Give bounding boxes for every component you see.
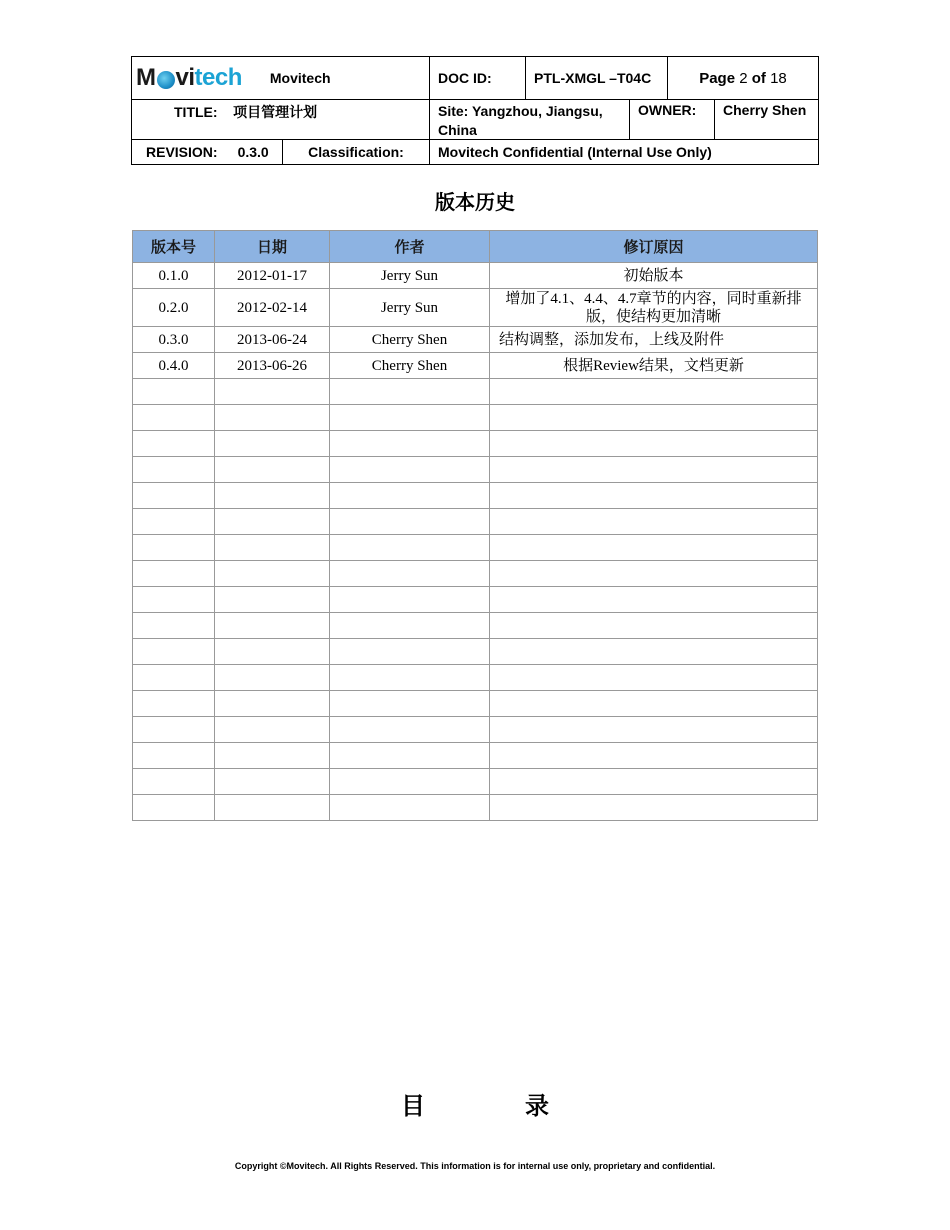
empty-cell	[133, 665, 215, 691]
empty-table-row	[133, 639, 818, 665]
header-row-2	[132, 100, 818, 140]
cell-author: Jerry Sun	[330, 289, 490, 327]
cell-author: Jerry Sun	[330, 263, 490, 289]
site-cell: Site: Yangzhou, Jiangsu, China	[430, 100, 630, 139]
empty-table-row	[133, 665, 818, 691]
owner-label: OWNER:	[630, 100, 715, 139]
empty-cell	[490, 457, 818, 483]
logo-letters-vi: vi	[175, 64, 195, 91]
empty-cell	[133, 691, 215, 717]
header-row-1	[132, 57, 818, 100]
page-total: 18	[770, 69, 787, 87]
version-history-table	[132, 230, 818, 821]
empty-cell	[490, 561, 818, 587]
empty-table-row	[133, 691, 818, 717]
empty-cell	[490, 691, 818, 717]
empty-cell	[490, 483, 818, 509]
empty-cell	[330, 509, 490, 535]
empty-cell	[215, 509, 330, 535]
empty-cell	[330, 431, 490, 457]
movitech-logo	[132, 64, 242, 92]
cell-reason: 初始版本	[490, 263, 818, 289]
column-header-author: 作者	[330, 231, 490, 263]
title-label: TITLE:	[174, 104, 218, 120]
empty-cell	[330, 483, 490, 509]
empty-cell	[133, 587, 215, 613]
empty-cell	[215, 431, 330, 457]
classification-value: Movitech Confidential (Internal Use Only)	[438, 144, 712, 160]
empty-cell	[215, 769, 330, 795]
empty-cell	[330, 405, 490, 431]
page-of-label: of	[751, 69, 766, 87]
empty-table-row	[133, 717, 818, 743]
toc-title-char-1: 目	[401, 1092, 425, 1120]
empty-cell	[133, 483, 215, 509]
copyright-footer: Copyright ©Movitech. All Rights Reserved. This information is for internal use only, proprietary and confidential.	[234, 1161, 716, 1171]
revision-label: REVISION:	[146, 144, 218, 160]
empty-cell	[215, 379, 330, 405]
empty-cell	[133, 795, 215, 821]
empty-cell	[215, 795, 330, 821]
column-header-date: 日期	[215, 231, 330, 263]
logo-letters-tech: tech	[194, 64, 242, 91]
empty-cell	[330, 379, 490, 405]
empty-cell	[490, 769, 818, 795]
empty-cell	[330, 535, 490, 561]
empty-cell	[215, 743, 330, 769]
empty-cell	[133, 431, 215, 457]
empty-cell	[215, 691, 330, 717]
table-header-row	[133, 231, 818, 263]
table-row	[133, 353, 818, 379]
empty-table-row	[133, 587, 818, 613]
empty-cell	[133, 561, 215, 587]
document-header	[131, 56, 819, 165]
doc-id-label: DOC ID:	[430, 57, 526, 99]
empty-cell	[490, 743, 818, 769]
empty-cell	[330, 691, 490, 717]
empty-cell	[330, 613, 490, 639]
cell-date: 2012-02-14	[215, 289, 330, 327]
logo-cell	[132, 57, 430, 99]
empty-cell	[330, 743, 490, 769]
empty-table-row	[133, 743, 818, 769]
empty-cell	[330, 587, 490, 613]
empty-cell	[490, 587, 818, 613]
version-history-title: 版本历史	[435, 190, 515, 214]
empty-cell	[330, 795, 490, 821]
empty-table-row	[133, 613, 818, 639]
empty-table-row	[133, 509, 818, 535]
empty-cell	[330, 639, 490, 665]
column-header-reason: 修订原因	[490, 231, 818, 263]
empty-cell	[490, 717, 818, 743]
empty-cell	[215, 483, 330, 509]
empty-table-row	[133, 561, 818, 587]
company-name: Movitech	[269, 70, 331, 86]
table-row	[133, 289, 818, 327]
empty-cell	[133, 769, 215, 795]
column-header-version: 版本号	[133, 231, 215, 263]
page-current: 2	[739, 69, 748, 87]
empty-cell	[490, 795, 818, 821]
empty-table-row	[133, 535, 818, 561]
empty-cell	[490, 509, 818, 535]
empty-cell	[490, 379, 818, 405]
empty-cell	[215, 457, 330, 483]
cell-date: 2013-06-26	[215, 353, 330, 379]
title-cell	[132, 100, 430, 139]
empty-cell	[133, 613, 215, 639]
table-row	[133, 263, 818, 289]
empty-cell	[330, 665, 490, 691]
empty-table-row	[133, 379, 818, 405]
empty-cell	[490, 665, 818, 691]
revision-cell	[132, 140, 283, 164]
empty-table-row	[133, 483, 818, 509]
toc-title-char-2: 录	[525, 1092, 549, 1120]
empty-cell	[133, 717, 215, 743]
empty-cell	[215, 613, 330, 639]
doc-id-value: PTL-XMGL –T04C	[526, 57, 668, 99]
cell-date: 2012-01-17	[215, 263, 330, 289]
empty-cell	[215, 587, 330, 613]
cell-reason: 根据Review结果，文档更新	[490, 353, 818, 379]
empty-cell	[490, 431, 818, 457]
empty-cell	[215, 405, 330, 431]
owner-value: Cherry Shen	[723, 102, 807, 118]
empty-cell	[330, 457, 490, 483]
empty-cell	[330, 561, 490, 587]
empty-table-row	[133, 457, 818, 483]
cell-reason: 增加了4.1、4.4、4.7章节的内容，同时重新排版，使结构更加清晰	[490, 289, 818, 327]
empty-cell	[133, 743, 215, 769]
empty-cell	[215, 665, 330, 691]
globe-icon	[157, 71, 175, 89]
empty-cell	[133, 639, 215, 665]
cell-version: 0.2.0	[133, 289, 215, 327]
document-title: 项目管理计划	[233, 105, 318, 121]
empty-cell	[215, 639, 330, 665]
empty-cell	[133, 535, 215, 561]
cell-version: 0.1.0	[133, 263, 215, 289]
empty-cell	[215, 717, 330, 743]
empty-table-row	[133, 431, 818, 457]
empty-cell	[330, 717, 490, 743]
cell-author: Cherry Shen	[330, 353, 490, 379]
header-row-3	[132, 140, 818, 164]
classification-label: Classification:	[283, 140, 430, 164]
page-indicator	[668, 57, 818, 99]
empty-table-row	[133, 795, 818, 821]
empty-cell	[490, 639, 818, 665]
page-label: Page	[699, 69, 736, 87]
empty-table-row	[133, 769, 818, 795]
empty-cell	[490, 613, 818, 639]
logo-letter-m: M	[136, 64, 156, 91]
empty-cell	[133, 379, 215, 405]
cell-reason: 结构调整，添加发布，上线及附件	[490, 327, 818, 353]
empty-cell	[133, 405, 215, 431]
table-row	[133, 327, 818, 353]
empty-cell	[215, 561, 330, 587]
cell-author: Cherry Shen	[330, 327, 490, 353]
empty-cell	[330, 769, 490, 795]
empty-rows	[133, 379, 818, 821]
empty-cell	[133, 509, 215, 535]
empty-table-row	[133, 405, 818, 431]
empty-cell	[490, 535, 818, 561]
cell-version: 0.4.0	[133, 353, 215, 379]
cell-version: 0.3.0	[133, 327, 215, 353]
empty-cell	[133, 457, 215, 483]
empty-cell	[490, 405, 818, 431]
table-of-contents-title	[0, 1086, 950, 1121]
empty-cell	[215, 535, 330, 561]
revision-value: 0.3.0	[237, 144, 269, 160]
cell-date: 2013-06-24	[215, 327, 330, 353]
